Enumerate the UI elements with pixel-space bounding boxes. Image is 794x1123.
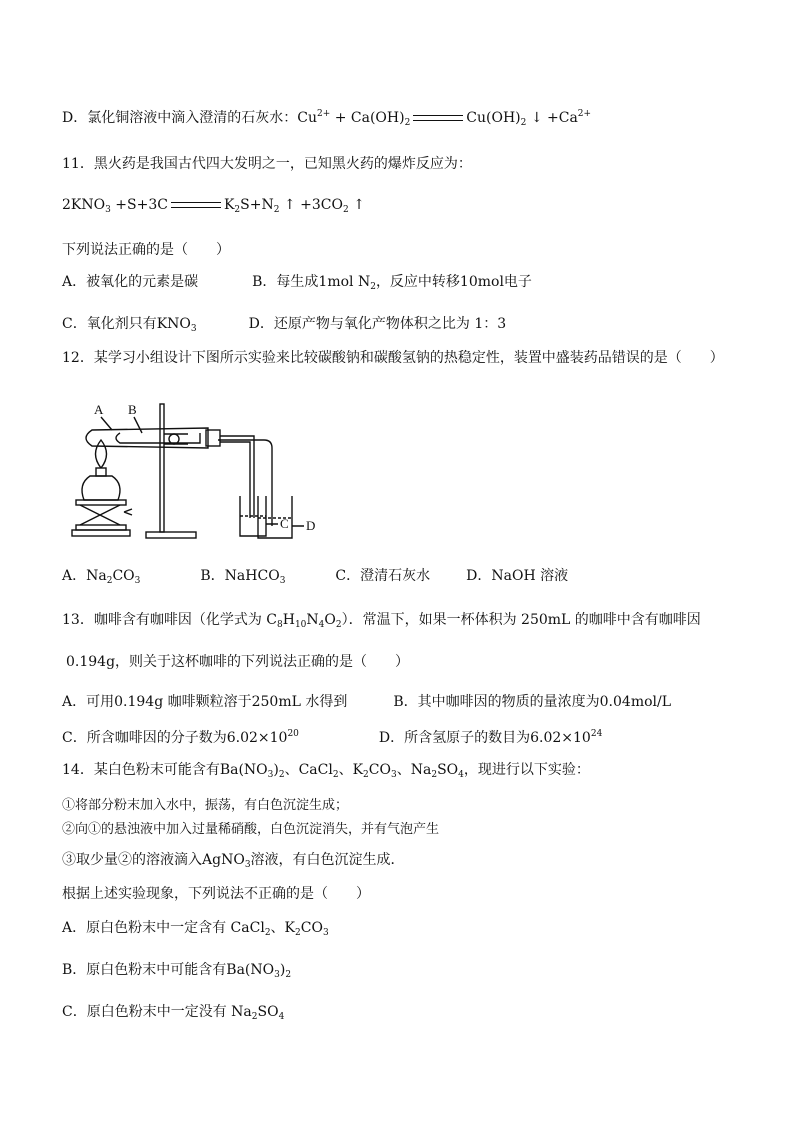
label-a: A	[94, 402, 104, 417]
q11-stem: 11．黑火药是我国古代四大发明之一，已知黑火药的爆炸反应为：	[62, 156, 472, 172]
q11-option-c: C．氧化剂只有$KNO_3$	[62, 316, 197, 334]
q11-question: 下列说法正确的是（ ）	[62, 242, 230, 258]
q14-step-1: ①将部分粉末加入水中，振荡，有白色沉淀生成；	[62, 798, 349, 813]
q14-option-c: C．原白色粉末中一定没有 $Na_2SO_4$	[62, 1004, 285, 1022]
q13-stem: 13．咖啡含有咖啡因（化学式为 $C_8H_{10}N_4O_2$）．常温下，如果一杯体积为 250mL 的咖啡中含有咖啡因	[62, 612, 701, 630]
q13-option-b: B．其中咖啡因的物质的量浓度为0.04mol/L	[393, 694, 672, 710]
q11-options-ab	[62, 272, 532, 292]
q10-option-d: D．氯化铜溶液中滴入澄清的石灰水：$Cu^{2+} + Ca(OH)_2$ $Cu(OH)_2$ ↓ $+Ca^{2+}$	[62, 109, 592, 128]
apparatus-diagram	[68, 400, 328, 550]
q14-step-2: ②向①的悬浊液中加入过量稀硝酸，白色沉淀消失，并有气泡产生	[62, 822, 440, 837]
q14-step-3: ③取少量②的溶液滴入AgNO$_3$溶液，有白色沉淀生成．	[62, 852, 405, 870]
q14-stem: 14．某白色粉末可能含有$Ba(NO_3)_2$、CaCl$_2$、$K_2CO_3$、$Na_2SO_4$，现进行以下实验：	[62, 762, 590, 780]
q14-option-a: A．原白色粉末中一定含有 CaCl$_2$、$K_2CO_3$	[62, 920, 329, 938]
q13-options-cd	[62, 728, 602, 748]
q11-option-a: A．被氧化的元素是碳	[62, 274, 199, 290]
q12-option-d: D．NaOH 溶液	[466, 568, 569, 584]
q12-stem: 12．某学习小组设计下图所示实验来比较碳酸钠和碳酸氢钠的热稳定性，装置中盛装药品错误的是（ ）	[62, 350, 724, 366]
q13-option-a: A．可用0.194g 咖啡颗粒溶于250mL 水得到	[62, 694, 348, 710]
label-d: D	[306, 518, 316, 533]
q12-options	[62, 566, 568, 586]
q12-option-b: B．NaHCO$_3$	[200, 568, 286, 586]
label-b: B	[128, 402, 137, 417]
q12-option-a: A．$Na_2CO_3$	[62, 568, 141, 586]
q14-question: 根据上述实验现象，下列说法不正确的是（ ）	[62, 886, 370, 902]
q11-option-d: D．还原产物与氧化产物体积之比为 1：3	[248, 316, 507, 332]
q12-option-c: C．澄清石灰水	[335, 568, 431, 584]
q13-option-d: D．所含氢原子的数目为$6.02\times 10^{24}$	[378, 729, 603, 746]
q14-option-b: B．原白色粉末中可能含有$Ba(NO_3)_2$	[62, 962, 292, 980]
q13-options-ab	[62, 692, 671, 712]
q13-stem-2: 0.194g，则关于这杯咖啡的下列说法正确的是（ ）	[66, 654, 410, 670]
q11-options-cd	[62, 314, 506, 334]
label-c: C	[280, 516, 289, 531]
q11-option-b: B．每生成1mol $N_2$，反应中转移10mol电子	[252, 274, 532, 292]
q11-equation: $2KNO_3 +S+3C$ $K_2S+N_2$ ↑ $+3CO_2$ ↑	[62, 197, 365, 215]
q13-option-c: C．所含咖啡因的分子数为$6.02\times 10^{20}$	[62, 729, 299, 746]
